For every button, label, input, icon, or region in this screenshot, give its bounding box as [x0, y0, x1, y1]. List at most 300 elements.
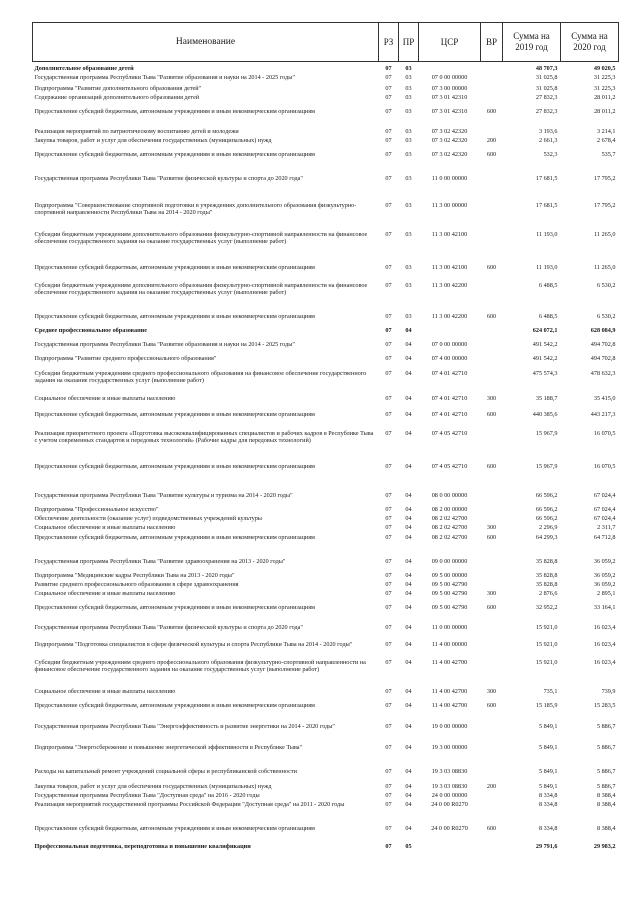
table-row — [33, 524, 619, 534]
row-sum-2019: 35 828,8 — [535, 580, 558, 588]
row-pr: 05 — [405, 842, 412, 850]
row-vr — [481, 641, 503, 659]
table-row — [33, 825, 619, 843]
row-vr — [481, 62, 503, 74]
row-rz: 07 — [385, 580, 392, 588]
row-pr: 04 — [405, 687, 412, 695]
row-csr: 11 3 00 42200 — [431, 312, 468, 320]
row-sum-2019: 6 488,5 — [538, 312, 558, 320]
row-vr: 600 — [486, 533, 497, 541]
row-pr: 04 — [405, 580, 412, 588]
row-name: Предоставление субсидий бюджетным, автономным учреждениям и иным некоммерческим организациям — [34, 533, 315, 541]
table-row — [33, 62, 619, 74]
table-row — [33, 783, 619, 792]
row-name: Государственная программа Республики Тыва "Развитие здравоохранения на 2013 - 2020 годы" — [34, 557, 286, 565]
row-csr — [419, 327, 481, 341]
row-sum-2019: 8 334,8 — [538, 791, 558, 799]
row-sum-2019: 17 681,5 — [535, 174, 558, 182]
row-rz: 07 — [385, 505, 392, 513]
row-sum-2020: 494 702,8 — [590, 340, 616, 348]
table-row — [33, 590, 619, 604]
table-row — [33, 395, 619, 411]
row-vr — [481, 74, 503, 85]
row-sum-2019: 15 921,0 — [535, 658, 558, 666]
row-sum-2020: 64 712,8 — [593, 533, 616, 541]
row-sum-2020: 8 388,4 — [596, 800, 616, 808]
row-sum-2019: 27 832,3 — [535, 93, 558, 101]
row-vr: 200 — [486, 136, 497, 144]
row-csr: 11 3 00 00000 — [431, 201, 468, 209]
row-sum-2020: 6 530,2 — [596, 281, 616, 289]
row-name: Реализация мероприятий государственной программы Российской Федерации "Доступная среда" на 2011 - 2020 годы — [34, 800, 345, 808]
row-rz: 07 — [385, 281, 392, 289]
row-sum-2020: 36 059,2 — [593, 571, 616, 579]
row-name: Социальное обеспечение и иные выплаты населению — [34, 589, 176, 597]
row-sum-2019: 5 849,1 — [538, 782, 558, 790]
row-sum-2019: 2 661,3 — [538, 136, 558, 144]
row-rz: 07 — [385, 93, 392, 101]
row-vr: 600 — [486, 312, 497, 320]
row-sum-2020: 31 225,3 — [593, 73, 616, 81]
row-name: Государственная программа Республики Тыва "Доступная среда" на 2016 - 2020 годы — [34, 791, 260, 799]
header-csr: ЦСР — [419, 23, 481, 62]
row-sum-2020: 3 214,1 — [596, 127, 616, 135]
row-sum-2020: 11 265,0 — [594, 230, 616, 238]
row-pr: 04 — [405, 514, 412, 522]
table-row — [33, 175, 619, 202]
row-name: Подпрограмма "Развитие среднего профессионального образования" — [34, 354, 217, 362]
row-vr — [481, 843, 503, 855]
row-pr: 04 — [405, 800, 412, 808]
table-row — [33, 151, 619, 175]
row-sum-2020: 494 702,8 — [590, 354, 616, 362]
table-row — [33, 702, 619, 723]
row-csr: 11 0 00 00000 — [431, 174, 468, 182]
row-pr: 04 — [405, 410, 412, 418]
row-rz: 07 — [385, 623, 392, 631]
row-name: Подпрограмма "Энергосбережение и повышение энергетической эффективности в Республике Тыва" — [34, 743, 303, 751]
row-pr: 04 — [405, 589, 412, 597]
row-vr — [481, 572, 503, 581]
row-sum-2020: 67 024,4 — [593, 505, 616, 513]
row-sum-2019: 8 334,8 — [538, 824, 558, 832]
table-row — [33, 768, 619, 783]
row-sum-2019: 66 596,2 — [535, 514, 558, 522]
row-pr: 03 — [405, 65, 412, 72]
row-rz: 07 — [385, 174, 392, 182]
row-rz: 07 — [385, 782, 392, 790]
table-row — [33, 137, 619, 151]
table-row — [33, 558, 619, 572]
row-csr: 07 3 00 00000 — [431, 84, 468, 92]
row-rz: 07 — [385, 557, 392, 565]
row-sum-2019: 15 185,9 — [535, 701, 558, 709]
row-vr: 300 — [486, 687, 497, 695]
row-rz: 07 — [385, 394, 392, 402]
row-rz: 07 — [385, 230, 392, 238]
row-rz: 07 — [385, 603, 392, 611]
row-pr: 04 — [405, 340, 412, 348]
row-rz: 07 — [385, 127, 392, 135]
row-csr: 07 4 00 00000 — [431, 354, 468, 362]
row-csr: 09 0 00 00000 — [431, 557, 468, 565]
table-row — [33, 572, 619, 581]
row-name: Подпрограмма "Профессиональное искусство" — [34, 505, 159, 513]
row-rz: 07 — [385, 571, 392, 579]
row-vr: 600 — [486, 701, 497, 709]
row-pr: 03 — [405, 174, 412, 182]
table-row — [33, 327, 619, 341]
row-vr: 600 — [486, 462, 497, 470]
row-sum-2019: 11 193,0 — [536, 263, 558, 271]
row-vr — [481, 506, 503, 515]
table-row — [33, 74, 619, 85]
row-name: Дополнительное образование детей — [34, 65, 134, 72]
row-pr: 04 — [405, 623, 412, 631]
row-sum-2020: 16 023,4 — [593, 658, 616, 666]
row-rz: 07 — [385, 658, 392, 666]
header-name: Наименование — [33, 23, 379, 62]
row-sum-2019: 48 707,3 — [535, 65, 558, 72]
row-name: Закупка товаров, работ и услуг для обеспечения государственных (муниципальных) нужд — [34, 136, 272, 144]
row-csr: 24 0 00 R0270 — [431, 800, 468, 808]
table-row — [33, 313, 619, 327]
row-pr: 03 — [405, 281, 412, 289]
table-row — [33, 604, 619, 624]
row-sum-2020: 35 415,0 — [593, 394, 616, 402]
row-csr: 07 4 01 42710 — [431, 394, 468, 402]
row-sum-2020: 5 886,7 — [596, 743, 616, 751]
row-rz: 07 — [385, 533, 392, 541]
row-csr: 07 3 02 42320 — [431, 150, 468, 158]
budget-document — [32, 22, 618, 855]
table-row — [33, 515, 619, 524]
row-vr — [481, 792, 503, 801]
row-sum-2020: 478 632,3 — [590, 369, 616, 377]
row-pr: 03 — [405, 84, 412, 92]
row-sum-2019: 29 791,6 — [535, 842, 558, 850]
row-sum-2020: 2 678,4 — [596, 136, 616, 144]
row-pr: 03 — [405, 73, 412, 81]
row-sum-2019: 532,3 — [543, 150, 558, 158]
row-sum-2019: 17 681,5 — [535, 201, 558, 209]
row-csr: 07 0 00 00000 — [431, 340, 468, 348]
row-csr: 08 2 02 42700 — [431, 514, 468, 522]
row-vr — [481, 355, 503, 370]
table-row — [33, 843, 619, 855]
row-rz: 07 — [385, 65, 392, 72]
row-sum-2019: 5 849,1 — [538, 767, 558, 775]
row-rz: 07 — [385, 326, 392, 334]
row-rz: 07 — [385, 354, 392, 362]
row-name: Предоставление субсидий бюджетным, автономным учреждениям и иным некоммерческим организациям — [34, 312, 315, 320]
row-csr — [419, 62, 481, 74]
row-csr: 07 3 01 42310 — [431, 107, 468, 115]
row-sum-2020: 67 024,4 — [593, 491, 616, 499]
table-row — [33, 641, 619, 659]
table-header-row — [33, 23, 619, 62]
row-name: Предоставление субсидий бюджетным, автономным учреждениям и иным некоммерческим организациям — [34, 410, 315, 418]
row-vr — [481, 341, 503, 355]
row-vr: 600 — [486, 410, 497, 418]
row-vr — [481, 492, 503, 506]
row-sum-2020: 5 886,7 — [596, 782, 616, 790]
row-vr: 300 — [486, 523, 497, 531]
row-pr: 04 — [405, 782, 412, 790]
row-sum-2020: 16 023,4 — [593, 623, 616, 631]
table-row — [33, 411, 619, 430]
row-pr: 04 — [405, 354, 412, 362]
row-vr — [481, 128, 503, 137]
row-name: Государственная программа Республики Тыва "Развитие физической культуры и спорта до 2020 года" — [34, 174, 303, 182]
row-rz: 07 — [385, 842, 392, 850]
table-row — [33, 264, 619, 282]
row-name: Предоставление субсидий бюджетным, автономным учреждениям и иным некоммерческим организациям — [34, 701, 315, 709]
row-rz: 07 — [385, 514, 392, 522]
table-body — [33, 62, 619, 855]
row-csr: 11 4 00 00000 — [431, 640, 468, 648]
table-row — [33, 94, 619, 108]
row-csr: 19 3 00 00000 — [431, 743, 468, 751]
row-sum-2019: 15 967,9 — [535, 429, 558, 437]
row-pr: 04 — [405, 571, 412, 579]
row-pr: 04 — [405, 394, 412, 402]
header-rz: РЗ — [379, 23, 399, 62]
row-sum-2019: 32 952,2 — [535, 603, 558, 611]
row-csr: 11 4 00 42700 — [431, 701, 468, 709]
row-csr: 08 2 02 42700 — [431, 523, 468, 531]
table-row — [33, 355, 619, 370]
row-name: Подпрограмма "Медицинские кадры Республики Тыва на 2013 - 2020 годы" — [34, 571, 235, 579]
header-sum-2020-line1: Сумма на — [571, 31, 608, 41]
row-sum-2019: 35 828,8 — [535, 571, 558, 579]
row-rz: 07 — [385, 201, 392, 209]
row-sum-2019: 15 921,0 — [535, 623, 558, 631]
table-row — [33, 85, 619, 94]
row-sum-2019: 6 488,5 — [538, 281, 558, 289]
row-sum-2020: 443 217,3 — [590, 410, 616, 418]
header-pr: ПР — [399, 23, 419, 62]
row-name: Государственная программа Республики Тыва "Развитие образования и науки на 2014 - 2025 годы" — [34, 340, 295, 348]
row-sum-2020: 535,7 — [601, 150, 616, 158]
table-row — [33, 370, 619, 395]
row-csr: 07 3 02 42320 — [431, 136, 468, 144]
row-sum-2020: 49 020,5 — [593, 65, 616, 72]
row-rz: 07 — [385, 767, 392, 775]
table-row — [33, 463, 619, 492]
row-sum-2020: 739,9 — [601, 687, 616, 695]
row-rz: 07 — [385, 107, 392, 115]
row-csr: 11 0 00 00000 — [431, 623, 468, 631]
row-sum-2019: 35 828,8 — [535, 557, 558, 565]
table-row — [33, 506, 619, 515]
row-sum-2019: 735,1 — [543, 687, 558, 695]
row-rz: 07 — [385, 73, 392, 81]
row-sum-2019: 8 334,8 — [538, 800, 558, 808]
row-vr: 600 — [486, 603, 497, 611]
header-sum-2020-line2: 2020 год — [573, 42, 606, 52]
row-vr: 200 — [486, 782, 497, 790]
row-pr: 04 — [405, 505, 412, 513]
row-sum-2020: 628 084,9 — [590, 326, 616, 334]
header-vr: ВР — [481, 23, 503, 62]
row-rz: 07 — [385, 824, 392, 832]
row-csr: 07 0 00 00000 — [431, 73, 468, 81]
row-sum-2020: 28 011,2 — [594, 93, 616, 101]
row-pr: 04 — [405, 640, 412, 648]
row-pr: 03 — [405, 230, 412, 238]
row-sum-2019: 31 025,8 — [535, 73, 558, 81]
row-sum-2020: 6 530,2 — [596, 312, 616, 320]
row-sum-2020: 8 388,4 — [596, 791, 616, 799]
row-pr: 03 — [405, 127, 412, 135]
row-sum-2019: 624 072,1 — [532, 326, 558, 334]
row-pr: 04 — [405, 824, 412, 832]
row-sum-2020: 16 070,5 — [593, 429, 616, 437]
row-pr: 04 — [405, 557, 412, 565]
row-csr: 09 5 00 42790 — [431, 580, 468, 588]
table-row — [33, 624, 619, 641]
row-csr: 08 2 00 00000 — [431, 505, 468, 513]
row-name: Государственная программа Республики Тыва "Развитие образования и науки на 2014 - 2025 годы" — [34, 73, 295, 81]
row-pr: 03 — [405, 312, 412, 320]
table-row — [33, 202, 619, 231]
row-pr: 04 — [405, 767, 412, 775]
row-name: Государственная программа Республики Тыва "Энергоэффективность и развитие энергетики на 2014 - 2020 годы" — [34, 722, 335, 730]
table-row — [33, 744, 619, 768]
row-vr — [481, 723, 503, 744]
row-vr: 600 — [486, 107, 497, 115]
row-rz: 07 — [385, 263, 392, 271]
row-sum-2020: 31 225,3 — [593, 84, 616, 92]
row-csr: 08 2 02 42700 — [431, 533, 468, 541]
row-vr — [481, 744, 503, 768]
row-rz: 07 — [385, 491, 392, 499]
row-sum-2019: 5 849,1 — [538, 743, 558, 751]
row-pr: 03 — [405, 136, 412, 144]
row-csr: 19 0 00 00000 — [431, 722, 468, 730]
row-csr: 11 4 00 42700 — [431, 658, 468, 666]
row-csr: 24 0 00 00000 — [431, 791, 468, 799]
row-rz: 07 — [385, 589, 392, 597]
row-vr — [481, 327, 503, 341]
row-vr: 300 — [486, 394, 497, 402]
row-name: Предоставление субсидий бюджетным, автономным учреждениям и иным некоммерческим организациям — [34, 603, 315, 611]
row-csr: 11 3 00 42100 — [431, 263, 468, 271]
row-csr: 11 4 00 42700 — [431, 687, 468, 695]
row-name: Субсидии бюджетным учреждениям дополнительного образования физкультурно-спортивной направленности на финансовое обеспечение государственного задания на оказание государственных услуг (выполнение работ) — [34, 230, 368, 245]
table-row — [33, 723, 619, 744]
row-rz: 07 — [385, 743, 392, 751]
row-name: Предоставление субсидий бюджетным, автономным учреждениям и иным некоммерческим организациям — [34, 462, 315, 470]
row-vr: 600 — [486, 150, 497, 158]
row-sum-2020: 2 311,7 — [597, 523, 616, 531]
row-sum-2019: 491 542,2 — [532, 340, 558, 348]
row-rz: 07 — [385, 701, 392, 709]
row-vr — [481, 94, 503, 108]
table-row — [33, 282, 619, 313]
row-pr: 03 — [405, 150, 412, 158]
table-row — [33, 688, 619, 702]
header-sum-2020 — [561, 23, 619, 62]
row-rz: 07 — [385, 429, 392, 437]
row-pr: 03 — [405, 107, 412, 115]
row-name: Государственная программа Республики Тыва "Развитие культуры и туризма на 2014 - 2020 годы" — [34, 491, 293, 499]
row-vr — [481, 231, 503, 264]
table-row — [33, 581, 619, 590]
row-name: Субсидии бюджетным учреждениям среднего профессионального образования физкультурно-спортивной направленности на финансовое обеспечение государственного задания на оказание государственных услуг (выполнение работ) — [34, 658, 366, 673]
row-csr: 07 4 05 42710 — [431, 462, 468, 470]
header-sum-2019-line1: Сумма на — [513, 31, 550, 41]
table-row — [33, 231, 619, 264]
row-vr — [481, 801, 503, 825]
row-pr: 04 — [405, 369, 412, 377]
row-sum-2019: 5 849,1 — [538, 722, 558, 730]
row-name: Подпрограмма "Совершенствование спортивной подготовки в учреждениях дополнительного образования физкультурно-спортивной направленности Республики Тыва на 2014 - 2020 годы" — [34, 201, 357, 216]
row-name: Обеспечение деятельности (оказание услуг) подведомственных учреждений культуры — [34, 514, 262, 522]
row-pr: 04 — [405, 603, 412, 611]
row-sum-2019: 64 299,3 — [535, 533, 558, 541]
row-csr: 07 3 02 42320 — [431, 127, 468, 135]
row-pr: 04 — [405, 491, 412, 499]
row-name: Закупка товаров, работ и услуг для обеспечения государственных (муниципальных) нужд — [34, 782, 272, 790]
row-sum-2020: 11 265,0 — [594, 263, 616, 271]
row-sum-2019: 15 967,9 — [535, 462, 558, 470]
table-row — [33, 108, 619, 128]
row-csr: 09 5 00 42790 — [431, 589, 468, 597]
row-sum-2019: 2 296,9 — [538, 523, 558, 531]
row-vr — [481, 202, 503, 231]
row-sum-2020: 17 795,2 — [593, 201, 616, 209]
row-sum-2020: 16 023,4 — [593, 640, 616, 648]
table-row — [33, 801, 619, 825]
row-sum-2020: 29 983,2 — [593, 842, 616, 850]
row-sum-2019: 35 188,7 — [535, 394, 558, 402]
row-csr: 11 3 00 42100 — [431, 230, 468, 238]
row-vr — [481, 515, 503, 524]
row-sum-2019: 440 385,6 — [532, 410, 558, 418]
row-csr — [419, 843, 481, 855]
row-sum-2019: 491 542,2 — [532, 354, 558, 362]
row-sum-2020: 5 886,7 — [596, 722, 616, 730]
row-vr: 600 — [486, 824, 497, 832]
row-rz: 07 — [385, 687, 392, 695]
row-csr: 07 4 05 42710 — [431, 429, 468, 437]
row-rz: 07 — [385, 800, 392, 808]
row-csr: 07 4 01 42710 — [431, 410, 468, 418]
row-rz: 07 — [385, 523, 392, 531]
row-sum-2019: 66 596,2 — [535, 505, 558, 513]
row-name: Социальное обеспечение и иные выплаты населению — [34, 394, 176, 402]
row-csr: 09 5 00 42790 — [431, 603, 468, 611]
row-sum-2019: 11 193,0 — [536, 230, 558, 238]
row-csr: 09 5 00 00000 — [431, 571, 468, 579]
row-pr: 04 — [405, 658, 412, 666]
row-csr: 11 3 00 42200 — [431, 281, 468, 289]
row-name: Предоставление субсидий бюджетным, автономным учреждениям и иным некоммерческим организациям — [34, 107, 315, 115]
row-pr: 04 — [405, 462, 412, 470]
row-csr: 19 3 03 08830 — [431, 782, 468, 790]
table-row — [33, 341, 619, 355]
row-vr — [481, 558, 503, 572]
table-row — [33, 534, 619, 558]
row-vr — [481, 282, 503, 313]
row-name: Развитие среднего профессионального образования в сфере здравоохранения — [34, 580, 239, 588]
row-pr: 03 — [405, 263, 412, 271]
row-sum-2019: 2 876,6 — [538, 589, 558, 597]
row-name: Содержание организаций дополнительного образования детей — [34, 93, 200, 101]
row-pr: 03 — [405, 93, 412, 101]
